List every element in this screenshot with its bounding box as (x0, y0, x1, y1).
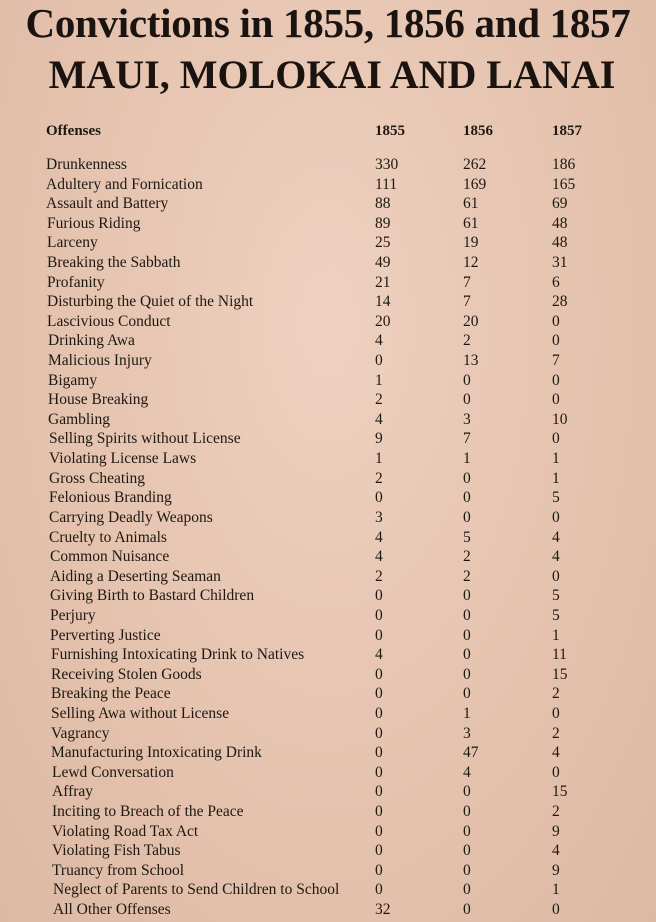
offense-cell: Drunkenness (46, 156, 127, 173)
count-1856-cell: 0 (463, 861, 471, 879)
count-1857-cell: 5 (552, 587, 560, 605)
count-1855-cell: 0 (375, 352, 383, 370)
count-1856-cell: 0 (463, 802, 471, 820)
count-1856-cell: 13 (463, 352, 479, 370)
page-title: Convictions in 1855, 1856 and 1857 (25, 0, 631, 46)
count-1855-cell: 111 (375, 175, 398, 193)
count-1855-cell: 14 (375, 293, 391, 311)
table-row (0, 684, 656, 704)
count-1855-cell: 4 (375, 528, 383, 546)
count-1857-cell: 4 (552, 744, 560, 762)
count-1856-cell: 61 (463, 195, 479, 213)
table-row (0, 488, 656, 508)
count-1856-cell: 19 (463, 234, 479, 252)
count-1857-cell: 4 (552, 842, 560, 860)
count-1857-cell: 10 (552, 410, 568, 428)
offense-cell: Drinking Awa (48, 332, 135, 350)
count-1855-cell: 20 (375, 312, 391, 330)
count-1855-cell: 88 (375, 195, 391, 213)
count-1857-cell: 15 (552, 783, 568, 801)
count-1857-cell: 4 (552, 548, 560, 566)
count-1857-cell: 5 (552, 489, 560, 507)
offense-cell: Furnishing Intoxicating Drink to Natives (51, 646, 305, 664)
table-row (0, 214, 656, 234)
offense-cell: Violating Road Tax Act (52, 822, 199, 840)
table-row (0, 429, 656, 449)
count-1856-cell: 0 (463, 489, 471, 507)
count-1857-cell: 186 (552, 156, 576, 173)
count-1856-cell: 7 (463, 273, 471, 291)
count-1856-cell: 7 (463, 293, 471, 311)
count-1856-cell: 0 (463, 626, 471, 644)
count-1857-cell: 1 (552, 881, 560, 899)
count-1857-cell: 0 (552, 430, 560, 448)
count-1857-cell: 0 (552, 704, 560, 722)
count-1856-cell: 0 (463, 587, 471, 605)
table-row (0, 743, 656, 763)
count-1855-cell: 1 (375, 450, 383, 468)
count-1855-cell: 0 (375, 724, 383, 742)
count-1857-cell: 1 (552, 450, 560, 468)
count-1855-cell: 21 (375, 273, 391, 291)
count-1855-cell: 2 (375, 391, 383, 409)
offense-cell: Aiding a Deserting Seaman (50, 567, 221, 585)
offense-cell: Cruelty to Animals (49, 528, 167, 546)
offense-cell: House Breaking (48, 391, 149, 409)
count-1856-cell: 0 (463, 508, 471, 526)
count-1855-cell: 4 (375, 410, 383, 428)
count-1855-cell: 2 (375, 469, 383, 487)
count-1856-cell: 0 (463, 646, 471, 664)
table-row (0, 312, 656, 332)
count-1856-cell: 0 (463, 783, 471, 801)
count-1857-cell: 2 (552, 724, 560, 742)
count-1856-cell: 0 (463, 391, 471, 409)
count-1856-cell: 0 (463, 842, 471, 860)
offense-cell: Felonious Branding (49, 489, 172, 507)
table-row (0, 645, 656, 665)
count-1857-cell: 0 (552, 901, 560, 918)
count-1857-cell: 0 (552, 508, 560, 526)
offense-cell: Gross Cheating (49, 469, 146, 487)
table-header-row (0, 121, 656, 141)
offense-cell: Violating Fish Tabus (52, 842, 181, 860)
table-row (0, 449, 656, 469)
table-row (0, 704, 656, 724)
offense-cell: Perverting Justice (50, 626, 161, 644)
offense-cell: Assault and Battery (46, 195, 169, 213)
table-row (0, 508, 656, 528)
table-row (0, 469, 656, 489)
count-1857-cell: 0 (552, 763, 560, 781)
table-row (0, 528, 656, 548)
count-1857-cell: 1 (552, 626, 560, 644)
count-1856-cell: 262 (463, 156, 487, 173)
offense-cell: Adultery and Fornication (46, 175, 203, 193)
count-1855-cell: 0 (375, 802, 383, 820)
table-row (0, 410, 656, 430)
count-1855-cell: 2 (375, 567, 383, 585)
offense-cell: Lascivious Conduct (47, 312, 171, 330)
table-row (0, 194, 656, 214)
count-1855-cell: 0 (375, 744, 383, 762)
offense-cell: Bigamy (48, 371, 98, 389)
table-row (0, 626, 656, 646)
offense-cell: Truancy from School (52, 861, 185, 879)
table-row (0, 331, 656, 351)
count-1857-cell: 4 (552, 528, 560, 546)
count-1857-cell: 165 (552, 175, 576, 193)
count-1856-cell: 7 (463, 430, 471, 448)
count-1857-cell: 1 (552, 469, 560, 487)
table-row (0, 880, 656, 900)
count-1857-cell: 0 (552, 312, 560, 330)
count-1856-cell: 3 (463, 410, 471, 428)
count-1856-cell: 1 (463, 450, 471, 468)
count-1856-cell: 2 (463, 567, 471, 585)
count-1857-cell: 31 (552, 254, 568, 272)
table-row (0, 292, 656, 312)
count-1857-cell: 11 (552, 646, 567, 664)
count-1855-cell: 25 (375, 234, 391, 252)
count-1857-cell: 28 (552, 293, 568, 311)
count-1855-cell: 1 (375, 371, 383, 389)
table-row (0, 900, 656, 920)
count-1855-cell: 0 (375, 606, 383, 624)
offense-cell: Neglect of Parents to Send Children to School (53, 881, 340, 899)
count-1857-cell: 6 (552, 273, 560, 291)
table-row (0, 665, 656, 685)
offense-cell: Breaking the Peace (51, 685, 171, 703)
header-1855: 1855 (375, 123, 405, 139)
count-1857-cell: 69 (552, 195, 568, 213)
count-1855-cell: 4 (375, 548, 383, 566)
count-1855-cell: 0 (375, 881, 383, 899)
count-1855-cell: 4 (375, 646, 383, 664)
count-1856-cell: 47 (463, 744, 479, 762)
table-row (0, 547, 656, 567)
header-offenses: Offenses (46, 123, 101, 139)
count-1856-cell: 169 (463, 175, 487, 193)
offense-cell: Malicious Injury (48, 352, 152, 370)
count-1857-cell: 2 (552, 685, 560, 703)
table-row (0, 253, 656, 273)
offense-cell: Disturbing the Quiet of the Night (47, 293, 254, 311)
count-1855-cell: 0 (375, 842, 383, 860)
count-1856-cell: 61 (463, 214, 479, 232)
count-1855-cell: 49 (375, 254, 391, 272)
count-1855-cell: 0 (375, 704, 383, 722)
count-1855-cell: 4 (375, 332, 383, 350)
count-1856-cell: 2 (463, 332, 471, 350)
table-row (0, 841, 656, 861)
count-1856-cell: 12 (463, 254, 479, 272)
offense-cell: Affray (52, 783, 94, 801)
count-1857-cell: 9 (552, 861, 560, 879)
count-1857-cell: 0 (552, 391, 560, 409)
table-row (0, 233, 656, 253)
table-row (0, 175, 656, 195)
offense-cell: Gambling (48, 410, 110, 428)
offense-cell: All Other Offenses (53, 901, 171, 918)
count-1857-cell: 2 (552, 802, 560, 820)
count-1857-cell: 48 (552, 234, 568, 252)
table-row (0, 371, 656, 391)
count-1856-cell: 4 (463, 763, 471, 781)
table-row (0, 822, 656, 842)
offense-cell: Carrying Deadly Weapons (49, 508, 213, 526)
count-1856-cell: 20 (463, 312, 479, 330)
count-1857-cell: 15 (552, 665, 568, 683)
table-row (0, 724, 656, 744)
offense-cell: Manufacturing Intoxicating Drink (51, 744, 262, 762)
page-subtitle: MAUI, MOLOKAI AND LANAI (48, 52, 616, 97)
count-1855-cell: 0 (375, 587, 383, 605)
header-1856: 1856 (463, 123, 493, 139)
count-1856-cell: 1 (463, 704, 471, 722)
offense-cell: Profanity (47, 273, 105, 291)
count-1855-cell: 3 (375, 508, 383, 526)
offense-cell: Inciting to Breach of the Peace (52, 802, 244, 820)
count-1855-cell: 0 (375, 783, 383, 801)
table-row (0, 763, 656, 783)
count-1855-cell: 330 (375, 156, 399, 173)
offense-cell: Giving Birth to Bastard Children (50, 587, 255, 605)
count-1856-cell: 0 (463, 606, 471, 624)
offense-cell: Selling Spirits without License (49, 430, 241, 448)
table-row (0, 155, 656, 175)
count-1855-cell: 0 (375, 861, 383, 879)
count-1857-cell: 0 (552, 332, 560, 350)
count-1857-cell: 48 (552, 214, 568, 232)
table-row (0, 586, 656, 606)
count-1855-cell: 0 (375, 665, 383, 683)
offense-cell: Larceny (47, 234, 98, 252)
offense-cell: Vagrancy (51, 724, 110, 742)
count-1856-cell: 3 (463, 724, 471, 742)
count-1856-cell: 0 (463, 822, 471, 840)
header-1857: 1857 (552, 123, 582, 139)
table-row (0, 567, 656, 587)
offense-cell: Receiving Stolen Goods (51, 665, 202, 683)
count-1856-cell: 0 (463, 371, 471, 389)
count-1856-cell: 0 (463, 469, 471, 487)
count-1855-cell: 0 (375, 822, 383, 840)
table-row (0, 390, 656, 410)
count-1857-cell: 0 (552, 371, 560, 389)
count-1855-cell: 0 (375, 763, 383, 781)
count-1856-cell: 5 (463, 528, 471, 546)
count-1855-cell: 32 (375, 901, 391, 918)
table-row (0, 782, 656, 802)
count-1857-cell: 0 (552, 567, 560, 585)
table-row (0, 606, 656, 626)
table-row (0, 802, 656, 822)
count-1857-cell: 7 (552, 352, 560, 370)
count-1856-cell: 2 (463, 548, 471, 566)
count-1856-cell: 0 (463, 881, 471, 899)
table-row (0, 351, 656, 371)
count-1857-cell: 9 (552, 822, 560, 840)
count-1855-cell: 0 (375, 685, 383, 703)
offense-cell: Perjury (50, 606, 96, 624)
count-1855-cell: 89 (375, 214, 391, 232)
count-1855-cell: 0 (375, 626, 383, 644)
offense-cell: Breaking the Sabbath (47, 254, 181, 272)
offense-cell: Violating License Laws (49, 450, 197, 468)
count-1856-cell: 0 (463, 685, 471, 703)
count-1856-cell: 0 (463, 901, 471, 918)
count-1855-cell: 9 (375, 430, 383, 448)
offense-cell: Selling Awa without License (51, 704, 230, 722)
offense-cell: Furious Riding (47, 214, 141, 232)
table-row (0, 861, 656, 881)
table-row (0, 273, 656, 293)
offense-cell: Common Nuisance (50, 548, 170, 566)
offense-cell: Lewd Conversation (52, 763, 174, 781)
count-1857-cell: 5 (552, 606, 560, 624)
count-1856-cell: 0 (463, 665, 471, 683)
count-1855-cell: 0 (375, 489, 383, 507)
